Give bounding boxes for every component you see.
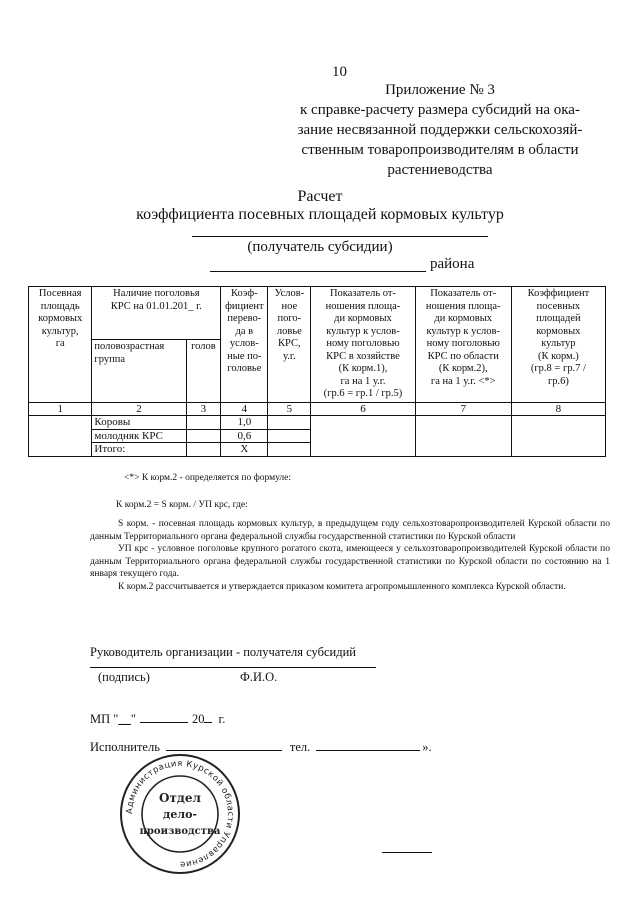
doc-subtitle: коэффициента посевных площадей кормовых культур — [136, 206, 504, 223]
col-number: 7 — [415, 402, 511, 416]
header-farm-ratio: Показатель от- ношения площа- ди кормовых культур к услов- ному поголовью КРС в хозяйстве (К корм.1), га на 1 у.г. (гр.6 = гр.1 / гр.5) — [311, 287, 415, 403]
col-number: 8 — [511, 402, 605, 416]
heads-cell — [186, 416, 221, 430]
notes-block — [90, 472, 610, 511]
heads-cell — [186, 443, 221, 457]
group-cell: Итого: — [92, 443, 186, 457]
svg-text:дело-: дело- — [163, 808, 197, 821]
coef-cell: 0,6 — [221, 429, 268, 443]
up-definition: УП крс - условное поголовье крупного рогатого скота, имеющееся у сельхозтоваропроизводителей Курской области по данным Территориального органа федеральной службы государственной статистики по Курской области по состоянию на 1 января текущего года. — [90, 544, 610, 579]
conditional-cell — [268, 416, 311, 430]
page-number: 10 — [332, 64, 347, 80]
executor-line: Исполнитель тел. ». — [90, 740, 432, 754]
conditional-cell — [268, 443, 311, 457]
coef-cell: 1,0 — [221, 416, 268, 430]
blank-line — [382, 852, 432, 853]
appendix-line: зание несвязанной поддержки сельскохозяй- — [297, 122, 583, 138]
table-row — [29, 416, 606, 430]
header-age-group: половозрастная группа — [92, 340, 186, 403]
col-number: 1 — [29, 402, 92, 416]
head-label: Руководитель организации - получателя субсидий — [90, 645, 356, 659]
sign-label: (подпись) — [98, 670, 150, 684]
col-number: 3 — [186, 402, 221, 416]
definitions-block — [90, 518, 610, 593]
mp-line: МП "__" 20 г. — [90, 712, 226, 726]
group-cell: молодняк КРС — [92, 429, 186, 443]
appendix-title: Приложение № 3 — [385, 82, 495, 98]
recipient-line — [192, 236, 488, 237]
conditional-cell — [268, 429, 311, 443]
svg-text:производства: производства — [139, 826, 221, 837]
header-conversion-coef: Коэф- фициент перево- да в услов- ные по- головье — [221, 287, 268, 403]
region-ratio-cell — [415, 416, 511, 457]
appendix-block — [290, 80, 590, 180]
doc-title: Расчет — [297, 188, 343, 205]
fio-label: Ф.И.О. — [240, 670, 278, 684]
footnote: <*> К корм.2 - определяется по формуле: — [124, 473, 292, 483]
header-conditional-livestock: Услов- ное пого- ловье КРС, у.г. — [268, 287, 311, 403]
header-heads: голов — [186, 340, 221, 403]
col-number: 5 — [268, 402, 311, 416]
col-number: 4 — [221, 402, 268, 416]
appendix-line: растениеводства — [387, 162, 493, 178]
header-region-ratio: Показатель от- ношения площа- ди кормовых культур к услов- ному поголовью КРС по области (К корм.2), га на 1 у.г. <*> — [415, 287, 511, 403]
coef-cell: X — [221, 443, 268, 457]
coefficient-table — [28, 286, 606, 457]
district-line — [210, 271, 426, 272]
group-cell: Коровы — [92, 416, 186, 430]
header-livestock: Наличие поголовья КРС на 01.01.201_ г. — [92, 287, 221, 340]
heads-cell — [186, 429, 221, 443]
s-definition: S корм. - посевная площадь кормовых культур, в предыдущем году сельхозтоваропроизводителей Курской области по данным Территориального органа федеральной службы государственной статистики по Курской области — [90, 519, 610, 542]
header-sown-area: Посевная площадь кормовых культур, га — [29, 287, 92, 403]
signature-line — [90, 667, 376, 668]
col-number: 2 — [92, 402, 186, 416]
appendix-line: ственным товаропроизводителям в области — [301, 142, 579, 158]
header-area-coefficient: Коэффициент посевных площадей кормовых культур (К корм.) (гр.8 = гр.7 / гр.6) — [511, 287, 605, 403]
formula: К корм.2 = S корм. / УП крс, где: — [116, 499, 248, 510]
sown-area-cell — [29, 416, 92, 457]
svg-text:Администрация Курской области: Администрация Курской области Управление — [124, 758, 236, 870]
recipient-label: (получатель субсидии) — [247, 239, 393, 255]
k-definition: К корм.2 рассчитывается и утверждается приказом комитета агропромышленного комплекса Курской области. — [118, 581, 566, 592]
svg-text:Отдел: Отдел — [159, 791, 201, 805]
area-coefficient-cell — [511, 416, 605, 457]
farm-ratio-cell — [311, 416, 415, 457]
appendix-line: к справке-расчету размера субсидий на ока- — [300, 102, 580, 118]
office-stamp — [118, 752, 242, 876]
col-number: 6 — [311, 402, 415, 416]
district-label: района — [430, 256, 475, 272]
